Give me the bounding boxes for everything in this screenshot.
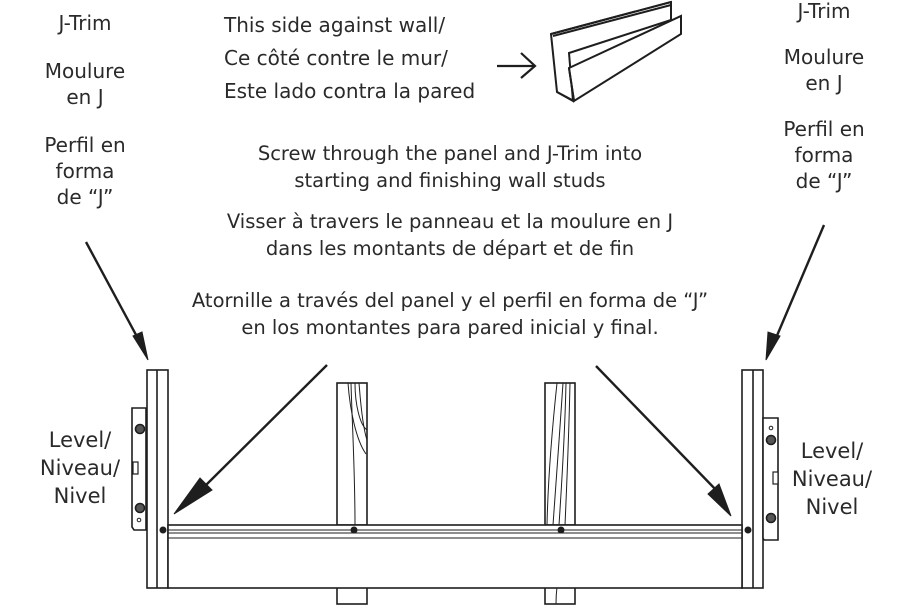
left-jtrim-french-2: en J	[66, 85, 104, 109]
left-level-line-1: Level/	[48, 428, 112, 452]
instruction-spanish-2: en los montantes para pared inicial y final.	[241, 316, 659, 339]
left-jtrim-arrow	[86, 242, 148, 360]
instructions-spanish	[140, 287, 760, 341]
right-screw-arrow	[596, 366, 731, 516]
left-jtrim-english: J-Trim	[58, 11, 112, 35]
left-jtrim-spanish-1: Perfil en	[44, 133, 126, 157]
instruction-english-1: Screw through the panel and J-Trim into	[257, 142, 643, 165]
wall-side-french: Ce côté contre le mur/	[224, 46, 448, 70]
right-level-line-2: Niveau/	[791, 467, 873, 491]
left-screw-arrow	[174, 365, 327, 514]
arrow-right-icon	[497, 53, 535, 78]
left-level-line-3: Nivel	[53, 484, 107, 508]
instruction-french-1: Visser à travers le panneau et la moulure en J	[226, 210, 674, 233]
right-jtrim-french-2: en J	[805, 71, 843, 95]
left-jtrim-spanish-3: de “J”	[56, 185, 114, 209]
right-jtrim-english: J-Trim	[797, 0, 851, 23]
right-level-label	[774, 437, 890, 521]
right-jtrim-spanish-1: Perfil en	[783, 117, 865, 141]
left-level-line-2: Niveau/	[39, 456, 121, 480]
right-jtrim-spanish-2: forma	[794, 143, 854, 167]
wall-side-callout	[224, 9, 475, 108]
right-level-line-1: Level/	[800, 439, 864, 463]
right-jtrim-french-1: Moulure	[783, 45, 865, 69]
j-trim-illustration	[551, 2, 681, 101]
right-jtrim-arrow	[766, 225, 824, 360]
left-jtrim-french-1: Moulure	[44, 59, 126, 83]
left-jtrim-spanish-2: forma	[55, 159, 115, 183]
instructions-french	[150, 208, 750, 262]
left-jtrim-channel	[147, 370, 168, 588]
left-jtrim-label	[20, 10, 150, 210]
instruction-french-2: dans les montants de départ et de fin	[265, 237, 635, 260]
instruction-english-2: starting and finishing wall studs	[294, 169, 606, 192]
instruction-spanish-1: Atornille a través del panel y el perfil en forma de “J”	[191, 289, 709, 312]
left-level-label	[22, 426, 138, 510]
right-level-line-3: Nivel	[805, 495, 859, 519]
wall-panel	[168, 525, 742, 588]
wall-side-spanish: Este lado contra la pared	[224, 79, 476, 103]
instructions-english	[150, 140, 750, 194]
right-jtrim-channel	[742, 370, 763, 588]
wall-side-english: This side against wall/	[224, 13, 446, 37]
right-jtrim-label	[760, 0, 888, 194]
right-jtrim-spanish-3: de “J”	[795, 169, 853, 193]
